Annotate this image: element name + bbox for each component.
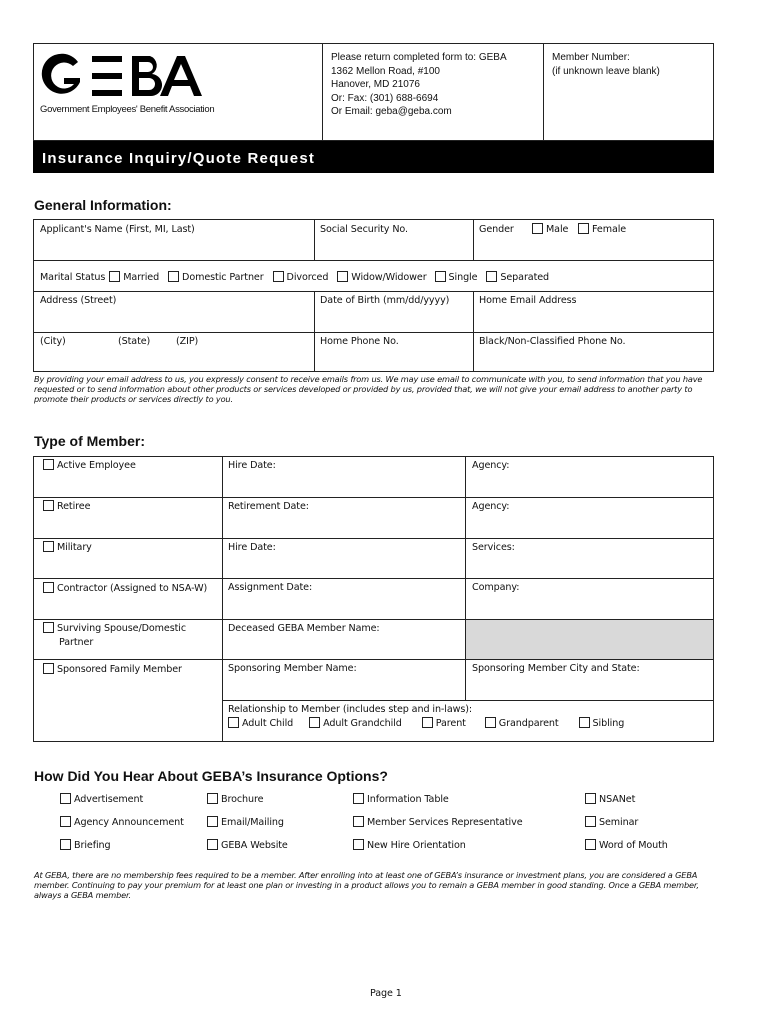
widow-checkbox[interactable]	[337, 271, 348, 282]
separated-checkbox[interactable]	[486, 271, 497, 282]
sponsored-family-checkbox[interactable]	[43, 663, 54, 674]
row-divider	[33, 538, 714, 539]
services-field[interactable]: Services:	[472, 542, 515, 553]
retirement-date-field[interactable]: Retirement Date:	[228, 501, 309, 512]
assignment-date-field[interactable]: Assignment Date:	[228, 582, 313, 593]
hear-option[interactable]	[60, 793, 143, 805]
contractor-checkbox[interactable]	[43, 582, 54, 593]
home-phone-field[interactable]: Home Phone No.	[320, 336, 399, 347]
parent-label: Parent	[435, 718, 466, 729]
state-field[interactable]: (State)	[118, 336, 151, 347]
hear-option[interactable]	[353, 793, 449, 805]
return-line: Please return completed form to: GEBA	[331, 52, 507, 63]
email-consent-note: By providing your email address to us, you expressly consent to receive emails from us. We may use email to communicate with you, to send information that you have requested or to send information about other products or services developed or provided by us, provided that, we will not give your email address to another party to promote their products or services directly to you.	[34, 374, 703, 404]
return-line: Or Email: geba@geba.com	[331, 106, 452, 117]
row-divider	[33, 619, 714, 620]
agency-announcement-checkbox[interactable]	[60, 816, 71, 827]
marital-status-row	[40, 271, 549, 283]
gender-female-option[interactable]	[578, 223, 626, 235]
male-label: Male	[546, 224, 569, 235]
sponsoring-member-name-field[interactable]: Sponsoring Member Name:	[228, 663, 357, 674]
company-field[interactable]: Company:	[472, 582, 520, 593]
black-phone-field[interactable]: Black/Non-Classified Phone No.	[479, 336, 626, 347]
home-email-field[interactable]: Home Email Address	[479, 295, 577, 306]
header-divider	[322, 43, 323, 141]
col-divider	[314, 219, 315, 260]
option-label: New Hire Orientation	[367, 840, 466, 851]
marital-status-label: Marital Status	[40, 272, 106, 283]
surviving-spouse-checkbox[interactable]	[43, 622, 54, 633]
hear-option[interactable]	[207, 816, 284, 828]
domestic-partner-checkbox[interactable]	[168, 271, 179, 282]
hear-option[interactable]	[60, 816, 184, 828]
member-type-active[interactable]	[43, 459, 136, 471]
military-hire-date-field[interactable]: Hire Date:	[228, 542, 276, 553]
information-table-checkbox[interactable]	[353, 793, 364, 804]
option-label: Email/Mailing	[221, 817, 284, 828]
adult-grandchild-checkbox[interactable]	[309, 717, 320, 728]
parent-checkbox[interactable]	[422, 717, 433, 728]
row-divider	[33, 260, 714, 261]
row-divider	[33, 291, 714, 292]
relationship-label: Relationship to Member (includes step and in-laws):	[228, 704, 473, 715]
gender-male-option[interactable]	[532, 223, 568, 235]
briefing-checkbox[interactable]	[60, 839, 71, 850]
word-of-mouth-checkbox[interactable]	[585, 839, 596, 850]
sponsoring-city-state-field[interactable]: Sponsoring Member City and State:	[472, 663, 640, 674]
return-line: 1362 Mellon Road, #100	[331, 65, 440, 77]
return-line: Hanover, MD 21076	[331, 79, 420, 90]
member-services-checkbox[interactable]	[353, 816, 364, 827]
female-checkbox[interactable]	[578, 223, 589, 234]
divorced-label: Divorced	[286, 272, 329, 283]
city-field[interactable]: (City)	[40, 336, 66, 347]
option-label: Brochure	[221, 794, 264, 805]
shaded-cell	[465, 619, 713, 659]
domestic-partner-label: Domestic Partner	[182, 272, 264, 283]
male-checkbox[interactable]	[532, 223, 543, 234]
hire-date-field[interactable]: Hire Date:	[228, 460, 276, 471]
retiree-agency-field[interactable]: Agency:	[472, 501, 510, 512]
ssn-field[interactable]: Social Security No.	[320, 224, 408, 235]
member-number-hint: (if unknown leave blank)	[552, 65, 660, 77]
option-label: Seminar	[599, 817, 639, 828]
married-label: Married	[123, 272, 160, 283]
member-type-sponsored[interactable]	[43, 663, 182, 675]
sibling-label: Sibling	[592, 718, 625, 729]
deceased-member-name-field[interactable]: Deceased GEBA Member Name:	[228, 623, 380, 634]
member-type-surviving-spouse[interactable]	[43, 622, 186, 650]
col-divider	[473, 291, 474, 372]
seminar-checkbox[interactable]	[585, 816, 596, 827]
option-label: NSANet	[599, 794, 636, 805]
row-divider	[33, 497, 714, 498]
single-label: Single	[448, 272, 478, 283]
hear-option[interactable]	[585, 793, 635, 805]
nsanet-checkbox[interactable]	[585, 793, 596, 804]
sibling-checkbox[interactable]	[579, 717, 590, 728]
hear-option[interactable]	[207, 793, 263, 805]
option-label: Member Services Representative	[367, 817, 523, 828]
general-info-heading: General Information:	[34, 197, 172, 213]
return-address	[331, 51, 507, 119]
hear-option[interactable]	[585, 816, 638, 828]
active-employee-label: Active Employee	[57, 460, 136, 471]
hear-option[interactable]	[585, 839, 668, 851]
grandparent-label: Grandparent	[498, 718, 559, 729]
member-type-contractor[interactable]	[43, 582, 207, 594]
col-divider	[473, 219, 474, 260]
option-label: Agency Announcement	[74, 817, 184, 828]
option-label: Word of Mouth	[599, 840, 668, 851]
advertisement-checkbox[interactable]	[60, 793, 71, 804]
surviving-spouse-label-2: Partner	[59, 637, 94, 648]
gender-label: Gender	[479, 224, 514, 235]
membership-note: At GEBA, there are no membership fees required to be a member. After enrolling into at least one of GEBA’s insurance or investment plans, you are considered a GEBA member. Continuing to pay your premium for at least one plan or investing in a product allows you to remain a GEBA member in good standing. Once a GEBA member, always a GEBA member.	[34, 870, 699, 900]
retiree-label: Retiree	[57, 501, 91, 512]
adult-grandchild-label: Adult Grandchild	[323, 718, 402, 729]
new-hire-orientation-checkbox[interactable]	[353, 839, 364, 850]
row-divider	[222, 700, 714, 701]
military-label: Military	[57, 542, 92, 553]
female-label: Female	[592, 224, 627, 235]
option-label: Information Table	[367, 794, 449, 805]
grandparent-checkbox[interactable]	[485, 717, 496, 728]
relationship-options	[228, 717, 624, 729]
member-number-label: Member Number:	[552, 52, 630, 63]
separated-label: Separated	[500, 272, 550, 283]
retiree-checkbox[interactable]	[43, 500, 54, 511]
sponsored-family-label: Sponsored Family Member	[57, 664, 182, 675]
address-street-field[interactable]: Address (Street)	[40, 295, 117, 306]
member-type-military[interactable]	[43, 541, 92, 553]
member-type-heading: Type of Member:	[34, 433, 145, 449]
email-mailing-checkbox[interactable]	[207, 816, 218, 827]
option-label: Advertisement	[74, 794, 144, 805]
applicant-name-field[interactable]: Applicant's Name (First, MI, Last)	[40, 224, 195, 235]
geba-logo	[40, 52, 224, 105]
divorced-checkbox[interactable]	[273, 271, 284, 282]
agency-field[interactable]: Agency:	[472, 460, 510, 471]
surviving-spouse-label: Surviving Spouse/Domestic	[57, 623, 186, 634]
military-checkbox[interactable]	[43, 541, 54, 552]
widow-label: Widow/Widower	[351, 272, 427, 283]
row-divider	[33, 659, 714, 660]
col-divider	[314, 291, 315, 372]
logo-subtitle: Government Employees' Benefit Association	[40, 104, 215, 115]
hear-option[interactable]	[353, 839, 466, 851]
page-number: Page 1	[370, 988, 402, 999]
hear-option[interactable]	[207, 839, 288, 851]
married-checkbox[interactable]	[109, 271, 120, 282]
header-divider	[543, 43, 544, 141]
form-title: Insurance Inquiry/Quote Request	[42, 150, 316, 167]
hear-option[interactable]	[60, 839, 111, 851]
option-label: GEBA Website	[221, 840, 288, 851]
brochure-checkbox[interactable]	[207, 793, 218, 804]
active-employee-checkbox[interactable]	[43, 459, 54, 470]
row-divider	[33, 578, 714, 579]
contractor-label: Contractor (Assigned to NSA-W)	[57, 583, 208, 594]
single-checkbox[interactable]	[435, 271, 446, 282]
adult-child-checkbox[interactable]	[228, 717, 239, 728]
zip-field[interactable]: (ZIP)	[176, 336, 199, 347]
hear-about-heading: How Did You Hear About GEBA’s Insurance Options?	[34, 768, 388, 784]
geba-website-checkbox[interactable]	[207, 839, 218, 850]
option-label: Briefing	[74, 840, 111, 851]
dob-field[interactable]: Date of Birth (mm/dd/yyyy)	[320, 295, 450, 306]
row-divider	[33, 332, 714, 333]
member-number-field[interactable]	[552, 51, 660, 78]
member-type-retiree[interactable]	[43, 500, 90, 512]
return-line: Or: Fax: (301) 688-6694	[331, 92, 439, 104]
hear-option[interactable]	[353, 816, 523, 828]
adult-child-label: Adult Child	[242, 718, 294, 729]
